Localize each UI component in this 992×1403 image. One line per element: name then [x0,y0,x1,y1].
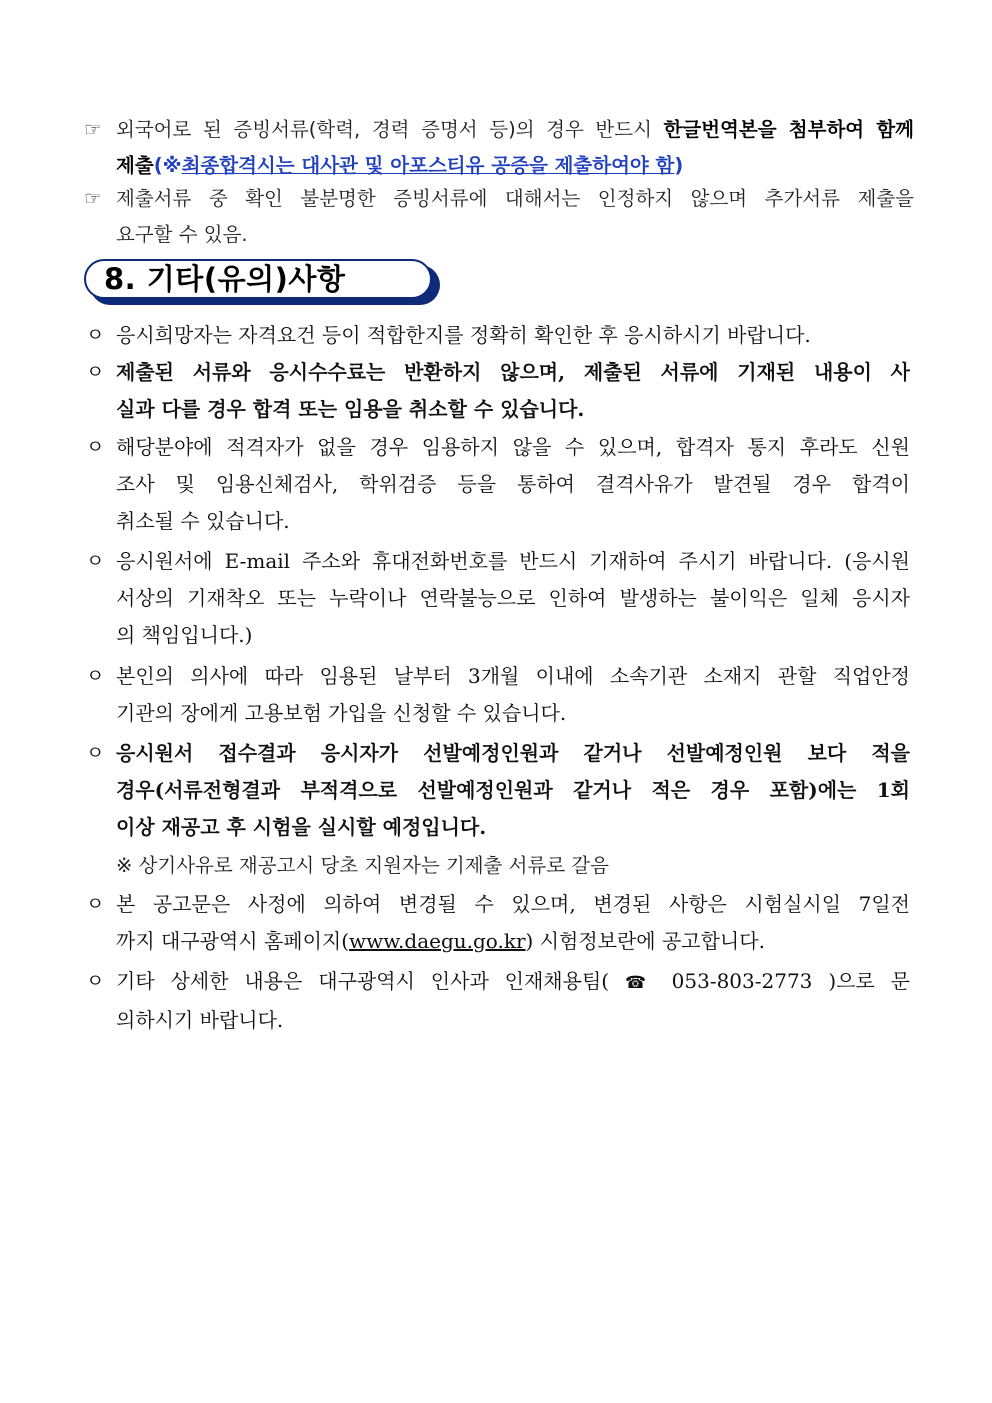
section-heading [84,259,442,305]
section-title: 8. 기타(유의)사항 [104,262,346,296]
list-item [84,658,910,732]
item-line: 기타 상세한 내용은 대구광역시 인사과 인재채용팀( ☎ 053-803-2773 )으로 문 [116,969,911,993]
pointing-hand-icon: ☞ [84,187,102,210]
note-line: 외국어로 된 증빙서류(학력, 경력 증명서 등)의 경우 반드시 한글번역본을 첨부하여 함께 [116,118,914,141]
item-line: 본 공고문은 사정에 의하여 변경될 수 있으며, 변경된 사항은 시험실시일 7일전 [116,892,910,916]
item-line: 의 책임입니다.) [116,623,253,647]
bullet-icon: ㅇ [86,436,105,458]
phone-number: 053-803-2773 [655,969,829,993]
item-line: 이상 재공고 후 시험을 실시할 예정입니다. [116,815,487,839]
list-item [84,317,910,354]
item-line: 해당분야에 적격자가 없을 경우 임용하지 않을 수 있으며, 합격자 통지 후라도 신원 [116,435,910,459]
bullet-icon: ㅇ [86,550,105,572]
item-line: 응시희망자는 자격요건 등이 적합한지를 정확히 확인한 후 응시하시기 바랍니다. [116,323,811,347]
item-line: 기관의 장에게 고용보험 가입을 신청할 수 있습니다. [116,701,567,725]
note-line: 제출(※최종합격시는 대사관 및 아포스티유 공증을 제출하여야 함) [116,154,684,177]
item-line: 실과 다를 경우 합격 또는 임용을 취소할 수 있습니다. [116,397,585,421]
item-line: 까지 대구광역시 홈페이지(www.daegu.go.kr) 시험정보란에 공고합니다. [116,929,765,953]
list-item [84,543,910,654]
item-line: 서상의 기재착오 또는 누락이나 연락불능으로 인하여 발생하는 불이익은 일체 응시자 [116,586,910,610]
pointing-hand-icon: ☞ [84,118,102,141]
item-line: 제출된 서류와 응시수수료는 반환하지 않으며, 제출된 서류에 기재된 내용이 사 [116,360,910,384]
item-line: 취소될 수 있습니다. [116,509,290,533]
item-line: 응시원서에 E-mail 주소와 휴대전화번호를 반드시 기재하여 주시기 바랍니다. (응시원 [116,549,910,573]
item-line: 의하시기 바랍니다. [116,1008,284,1032]
note-translation [84,112,914,184]
bullet-icon: ㅇ [86,742,105,764]
homepage-link[interactable]: www.daegu.go.kr [349,929,526,953]
bullet-icon: ㅇ [86,893,105,915]
sub-note: ※ 상기사유로 재공고시 당초 지원자는 기제출 서류로 갈음 [116,854,609,877]
item-line: 본인의 의사에 따라 임용된 날부터 3개월 이내에 소속기관 소재지 관할 직업안정 [116,664,910,688]
note-line: 요구할 수 있음. [116,223,248,246]
phone-icon: ☎ [625,973,656,993]
bullet-icon: ㅇ [86,665,105,687]
note-line: 제출서류 중 확인 불분명한 증빙서류에 대해서는 인정하지 않으며 추가서류 제출을 [116,187,914,210]
list-item [84,429,910,540]
list-item [84,886,910,960]
item-line: 응시원서 접수결과 응시자가 선발예정인원과 같거나 선발예정인원 보다 적을 [116,741,910,765]
item-line: 경우(서류전형결과 부적격으로 선발예정인원과 같거나 적은 경우 포함)에는 1회 [116,778,910,802]
note-unclear-documents [84,181,914,253]
bullet-icon: ㅇ [86,970,105,992]
bullet-icon: ㅇ [86,361,105,383]
item-line: 조사 및 임용신체검사, 학위검증 등을 통하여 결격사유가 발견될 경우 합격이 [116,472,910,496]
list-item [84,735,910,846]
list-item [84,963,910,1039]
list-item [84,354,910,428]
bullet-icon: ㅇ [86,324,105,346]
